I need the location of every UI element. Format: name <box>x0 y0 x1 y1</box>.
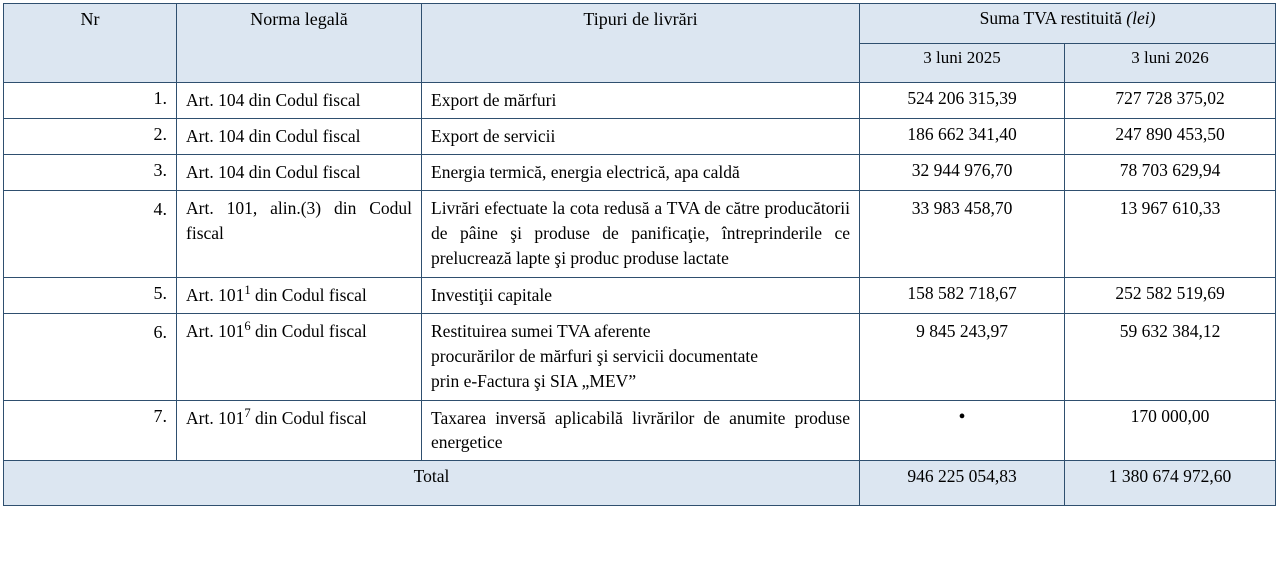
column-header-suma-tva-restituita <box>860 4 1276 44</box>
column-header-nr: Nr <box>4 4 177 83</box>
cell-sum-period-2: 252 582 519,69 <box>1065 277 1276 313</box>
cell-norma <box>177 400 422 461</box>
total-sum-period-2: 1 380 674 972,60 <box>1065 461 1276 506</box>
cell-tip <box>422 313 860 400</box>
cell-sum-period-2: 78 703 629,94 <box>1065 154 1276 190</box>
cell-sum-period-2: 170 000,00 <box>1065 400 1276 461</box>
vat-refund-table <box>3 3 1276 506</box>
cell-norma: Art. 104 din Codul fiscal <box>177 154 422 190</box>
table-row <box>4 313 1276 400</box>
suma-group-label: Suma TVA restituită <box>979 8 1122 28</box>
column-header-tipuri-de-livrari: Tipuri de livrări <box>422 4 860 83</box>
column-header-period-2: 3 luni 2026 <box>1065 43 1276 83</box>
table-row <box>4 83 1276 119</box>
norma-article: Art. 101 <box>186 407 245 428</box>
cell-norma: Art. 104 din Codul fiscal <box>177 118 422 154</box>
cell-sum-period-2: 59 632 384,12 <box>1065 313 1276 400</box>
total-row <box>4 461 1276 506</box>
table-footer <box>4 461 1276 506</box>
norma-superscript: 7 <box>244 405 251 420</box>
suma-group-unit: (lei) <box>1126 8 1156 28</box>
cell-sum-period-1: 524 206 315,39 <box>860 83 1065 119</box>
cell-tip-line-3: prin e-Factura şi SIA „MEV” <box>431 371 637 392</box>
table-row <box>4 118 1276 154</box>
norma-article: Art. 101 <box>186 284 245 305</box>
cell-sum-period-1: 158 582 718,67 <box>860 277 1065 313</box>
cell-sum-period-1: 33 983 458,70 <box>860 190 1065 277</box>
cell-tip: Export de servicii <box>422 118 860 154</box>
header-row-top <box>4 4 1276 44</box>
cell-nr: 1. <box>4 83 177 119</box>
cell-norma <box>177 277 422 313</box>
cell-nr: 5. <box>4 277 177 313</box>
cell-tip: Export de mărfuri <box>422 83 860 119</box>
cell-nr: 2. <box>4 118 177 154</box>
cell-norma <box>177 313 422 400</box>
total-label: Total <box>4 461 860 506</box>
cell-nr: 4. <box>4 190 177 277</box>
cell-sum-period-2: 13 967 610,33 <box>1065 190 1276 277</box>
table-row <box>4 400 1276 461</box>
cell-tip: Taxarea inversă aplicabilă livrărilor de anumite produse energetice <box>422 400 860 461</box>
norma-suffix: din Codul fiscal <box>250 407 367 428</box>
cell-sum-period-1: 9 845 243,97 <box>860 313 1065 400</box>
norma-article: Art. 101 <box>186 320 245 341</box>
cell-tip-line-1: Restituirea sumei TVA aferente <box>431 320 651 341</box>
total-sum-period-1: 946 225 054,83 <box>860 461 1065 506</box>
cell-nr: 7. <box>4 400 177 461</box>
cell-tip-line-2: procurărilor de mărfuri şi servicii documentate <box>431 345 759 366</box>
table-header <box>4 4 1276 83</box>
cell-tip: Energia termică, energia electrică, apa caldă <box>422 154 860 190</box>
column-header-norma-legala: Norma legală <box>177 4 422 83</box>
cell-tip: Livrări efectuate la cota redusă a TVA de către producătorii de pâine şi produse de panificaţie, întreprinderile ce prelucrează lapte şi produc produse lactate <box>422 190 860 277</box>
cell-nr: 6. <box>4 313 177 400</box>
table-row <box>4 277 1276 313</box>
table-body <box>4 83 1276 461</box>
cell-sum-period-1: • <box>860 400 1065 461</box>
norma-suffix: din Codul fiscal <box>250 284 367 305</box>
document-page <box>0 3 1280 585</box>
table-row <box>4 190 1276 277</box>
cell-norma: Art. 101, alin.(3) din Codul fiscal <box>177 190 422 277</box>
cell-sum-period-1: 186 662 341,40 <box>860 118 1065 154</box>
column-header-period-1: 3 luni 2025 <box>860 43 1065 83</box>
norma-suffix: din Codul fiscal <box>250 320 367 341</box>
norma-superscript: 6 <box>244 318 251 333</box>
cell-sum-period-2: 727 728 375,02 <box>1065 83 1276 119</box>
norma-superscript: 1 <box>244 282 251 297</box>
cell-nr: 3. <box>4 154 177 190</box>
cell-norma: Art. 104 din Codul fiscal <box>177 83 422 119</box>
cell-sum-period-1: 32 944 976,70 <box>860 154 1065 190</box>
cell-sum-period-2: 247 890 453,50 <box>1065 118 1276 154</box>
cell-tip: Investiţii capitale <box>422 277 860 313</box>
table-row <box>4 154 1276 190</box>
